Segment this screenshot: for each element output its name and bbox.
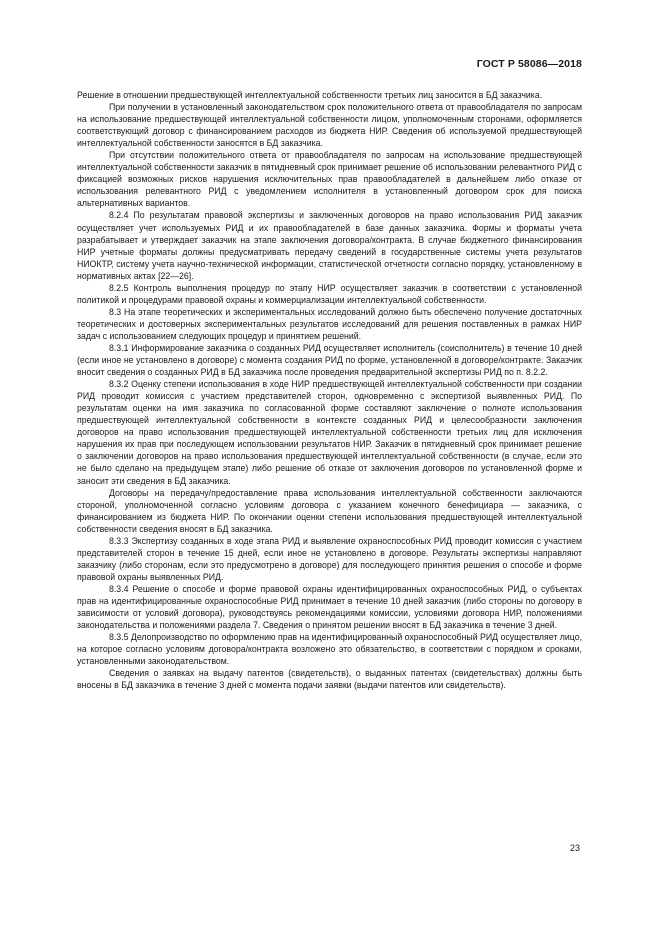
body-text <box>77 89 582 691</box>
paragraph: При отсутствии положительного ответа от правообладателя по запросам на использование предшествующей интеллектуальной собственности заказчик в пятидневный срок принимает решение об использовании релевантного РИД с фиксацией возможных рисков нарушения исключительных прав правообладателей в дальнейшем либо отказе от использования релевантного РИД с уведомлением исполнителя в установленный договором срок для поиска альтернативных вариантов. <box>77 150 582 209</box>
paragraph: 8.3.5 Делопроизводство по оформлению прав на идентифицированный охраноспособный РИД осуществляет лицо, на которое согласно условиям договора/контракта возложено это обязательство, в соответствии с порядком и сроками, установленными законодательством. <box>77 632 582 667</box>
paragraph: 8.3.1 Информирование заказчика о созданных РИД осуществляет исполнитель (соисполнитель) в течение 10 дней (если иное не установлено в договоре) с момента создания РИД по форме, установленной в договоре/контракте. Заказчик вносит сведения о созданных РИД в БД заказчика после проведения предварительной экспертизы РИД по п. 8.2.2. <box>77 342 582 378</box>
page-number: 23 <box>569 843 580 853</box>
paragraph: 8.3.2 Оценку степени использования в ходе НИР предшествующей интеллектуальной собственности при создании РИД проводит комиссия с участием представителей сторон, одновременно с экспертизой выявленных РИД. По результатам оценки на имя заказчика по согласованной форме составляют заключение о полноте использования предшествующей интеллектуальной собственности в контексте созданных РИД и целесообразности заключения договоров на право использования предшествующей интеллектуальной собственности третьих лиц для исключения нарушения их прав при последующем использовании результатов НИР. Заказчик в пятидневный срок принимает решение о заключении договоров на право использования предшествующей интеллектуальной собственности (в случае, если это не было сделано на предыдущем этапе) либо решение об отказе от заключения договоров по установленной форме и заносит эти сведения в БД заказчика. <box>77 379 582 486</box>
document-code: ГОСТ Р 58086—2018 <box>476 58 582 70</box>
paragraph: При получении в установленный законодательством срок положительного ответа от правообладателя по запросам на использование предшествующей интеллектуальной собственности лицом, уполномоченным сторонами, оформляется соответствующий договор с финансированием расходов из бюджета НИР. Сведения об используемой предшествующей интеллектуальной собственности заносятся в БД заказчика. <box>77 102 582 149</box>
paragraph: 8.3.3 Экспертизу созданных в ходе этапа РИД и выявление охраноспособных РИД проводит комиссия с участием представителей сторон в течение 15 дней, если иное не установлено в договоре. Результаты экспертизы направляют заказчику (либо сторонам, если это предусмотрено в договоре) для последующего принятия решения о способе и форме правовой охраны выявленных РИД. <box>77 535 582 582</box>
paragraph: 8.2.5 Контроль выполнения процедур по этапу НИР осуществляет заказчик в соответствии с установленной политикой и процедурами правовой охраны и коммерциализации интеллектуальной собственности. <box>77 282 582 305</box>
paragraph: Договоры на передачу/предоставление права использования интеллектуальной собственности заключаются стороной, уполномоченной согласно условиям договора с указанием конечного бенефициара — заказчика, с финансированием из бюджета НИР. По окончании оценки степени использования предшествующей интеллектуальной собственности сведения вносят в БД заказчика. <box>77 487 582 534</box>
paragraph: 8.3 На этапе теоретических и экспериментальных исследований должно быть обеспечено получение достаточных теоретических и достоверных экспериментальных результатов исследований для решения поставленных в рамках НИР задач с использованием следующих процедур и принятием решений. <box>77 306 582 341</box>
paragraph: Решение в отношении предшествующей интеллектуальной собственности третьих лиц заносится в БД заказчика. <box>77 90 543 100</box>
paragraph: Сведения о заявках на выдачу патентов (свидетельств), о выданных патентах (свидетельствах) должны быть вносены в БД заказчика в течение 3 дней с момента подачи заявки (выдачи патентов или свидетельств). <box>77 668 582 691</box>
paragraph: 8.3.4 Решение о способе и форме правовой охраны идентифицированных охраноспособных РИД, о субъектах прав на идентифицированные охраноспособные РИД принимает в течение 10 дней заказчик (либо стороны по договору в зависимости от условий договора), руководствуясь рекомендациями комиссии, условиями договора НИР, положениями законодательства и положениями раздела 7. Сведения о принятом решении вносят в БД заказчика в течение 3 дней. <box>77 583 582 631</box>
paragraph: 8.2.4 По результатам правовой экспертизы и заключенных договоров на право использования РИД заказчик осуществляет учет используемых РИД и их правообладателей в базе данных заказчика. Формы и форматы учета разрабатывает и утверждает заказчик на этапе заключения договора/контракта. В случае бюджетного финансирования НИР учетные форматы должны предусматривать передачу сведений в государственные системы учета результатов НИОКТР, систему учета научно-технической информации, статистической отчетности согласно порядку, установленному в нормативных актах [22—26]. <box>77 210 582 281</box>
